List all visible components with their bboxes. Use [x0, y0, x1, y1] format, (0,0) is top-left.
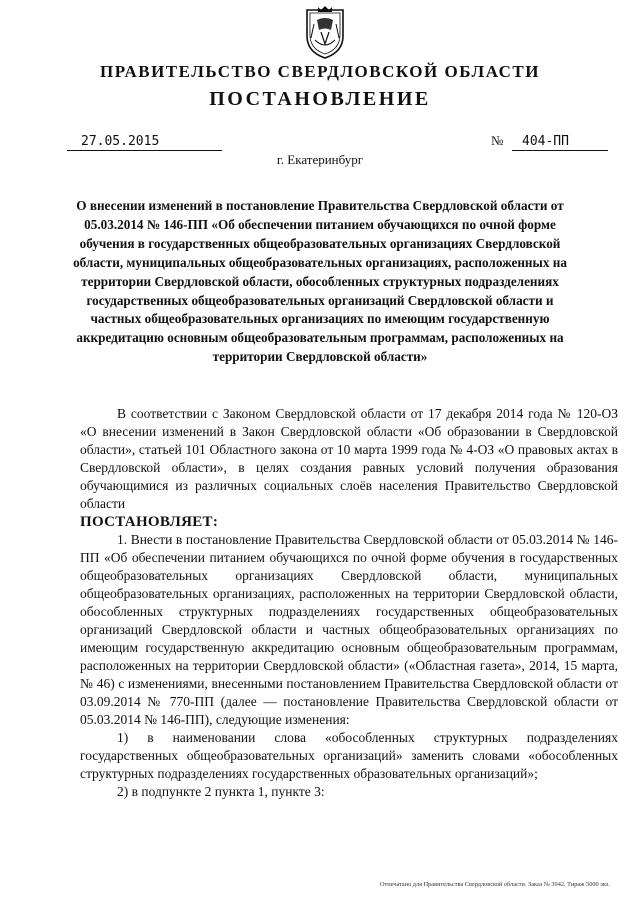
- government-name: ПРАВИТЕЛЬСТВО СВЕРДЛОВСКОЙ ОБЛАСТИ: [100, 62, 540, 81]
- document-title: О внесении изменений в постановление Правительства Свердловской области от 05.03.2014 № 146-ПП «Об обеспечении питанием обучающихся по очной форме обучения в государственных общеобразовательных организациях Свердловской области, муниципальных общеобразовательных организациях, расположенных на территории Свердловской области, обособленных структурных подразделениях государственных общеобразовательных организаций Свердловской области и частных общеобразовательных организациях по имеющим государственную аккредитацию основным общеобразовательным программам, расположенных на территории Свердловской области»: [73, 198, 567, 365]
- document-city: г. Екатеринбург: [276, 152, 364, 167]
- subitem-1-paragraph: 1) в наименовании слова «обособленных структурных подразделениях государственных общеобразовательных организаций» заменить словами «обособленных структурных подразделениях государственных образовательных организаций»;: [80, 730, 618, 781]
- coat-of-arms-icon: [301, 6, 349, 60]
- document-body: [80, 405, 618, 801]
- print-footer: Отпечатано для Правительства Свердловской области. Заказ № 3942. Тираж 5000 экз.: [379, 881, 610, 888]
- subitem-2-paragraph: 2) в подпункте 2 пункта 1, пункте 3:: [117, 784, 325, 799]
- item-1-paragraph: 1. Внести в постановление Правительства Свердловской области от 05.03.2014 № 146-ПП «Об обеспечении питанием обучающихся по очной форме обучения в государственных общеобразовательных организациях Свердловской области, муниципальных общеобразовательных организациях, расположенных на территории Свердловской области, обособленных структурных подразделениях государственных общеобразовательных организаций Свердловской области и частных общеобразовательных организациях по имеющим государственную аккредитацию основным общеобразовательным программам, расположенных на территории Свердловской области» («Областная газета», 2014, 15 марта, № 46) с изменениями, внесенными постановлением Правительства Свердловской области от 03.09.2014 № 770-ПП (далее — постановление Правительства Свердловской области от 05.03.2014 № 146-ПП), следующие изменения:: [80, 532, 618, 727]
- preamble-paragraph: В соответствии с Законом Свердловской области от 17 декабря 2014 года № 120-ОЗ «О внесении изменений в Закон Свердловской области «Об образовании в Свердловской области», статьей 101 Областного закона от 10 марта 1999 года № 4-ОЗ «О правовых актах в Свердловской области», в целях создания равных условий получения образования обучающимися из различных социальных слоёв населения Правительство Свердловской области: [80, 406, 618, 511]
- document-type: ПОСТАНОВЛЕНИЕ: [209, 88, 431, 110]
- document-number: 404-ПП: [512, 134, 608, 151]
- number-sign: №: [491, 133, 504, 148]
- decree-heading: ПОСТАНОВЛЯЕТ:: [80, 514, 219, 530]
- document-date: 27.05.2015: [67, 134, 222, 151]
